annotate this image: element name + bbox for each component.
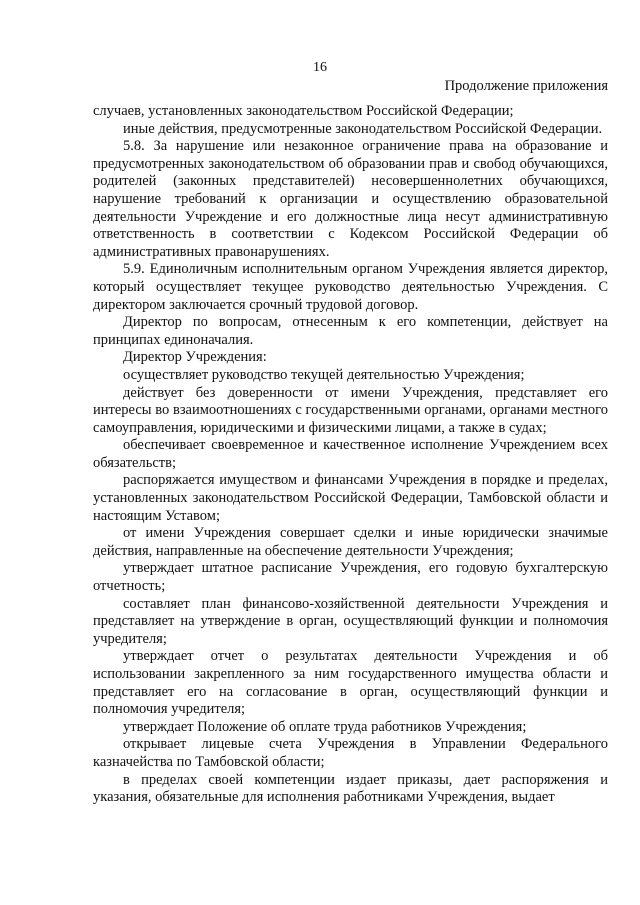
paragraph-11: от имени Учреждения совершает сделки и иные юридически значимые действия, направленные на обеспечение деятельности Учреждения; <box>93 525 608 559</box>
paragraph-1: случаев, установленных законодательством Российской Федерации; <box>93 103 514 119</box>
paragraph-15: утверждает Положение об оплате труда работников Учреждения; <box>123 718 527 735</box>
paragraph-13: составляет план финансово-хозяйственной деятельности Учреждения и представляет на утверждение в орган, осуществляющий функции и полномочия учредителя; <box>93 595 608 647</box>
paragraph-2: иные действия, предусмотренные законодательством Российской Федерации. <box>123 120 603 137</box>
document-body <box>93 103 608 807</box>
paragraph-director-heading: Директор Учреждения: <box>123 349 267 366</box>
paragraph-clause-5-9: 5.9. Единоличным исполнительным органом Учреждения является директор, который осуществляет текущее руководство деятельностью Учреждения. С директором заключается срочный трудовой договор. <box>93 261 608 313</box>
paragraph-clause-5-8: 5.8. За нарушение или незаконное ограничение права на образование и предусмотренных законодательством об образовании прав и свобод обучающихся, родителей (законных представителей) несовершеннолетних обучающихся, нарушение требований к организации и осуществлению образовательной деятельности Учреждение и его должностные лица несут административную ответственность в соответствии с Кодексом Российской Федерации об административных правонарушениях. <box>93 138 608 260</box>
paragraph-16: открывает лицевые счета Учреждения в Управлении Федерального казначейства по Тамбовской области; <box>93 736 608 770</box>
paragraph-14: утверждает отчет о результатах деятельности Учреждения и об использовании закрепленного за ним государственного имущества области и представляет его на согласование в орган, осуществляющий функции и полномочия учредителя; <box>93 648 608 718</box>
paragraph-10: распоряжается имуществом и финансами Учреждения в порядке и пределах, установленных законодательством Российской Федерации, Тамбовской области и настоящим Уставом; <box>93 472 608 524</box>
paragraph-17: в пределах своей компетенции издает приказы, дает распоряжения и указания, обязательные для исполнения работниками Учреждения, выдает <box>93 771 608 806</box>
paragraph-5: Директор по вопросам, отнесенным к его компетенции, действует на принципах единоначалия. <box>93 314 608 348</box>
appendix-continuation-note: Продолжение приложения <box>444 78 608 94</box>
paragraph-7: осуществляет руководство текущей деятельностью Учреждения; <box>123 366 525 383</box>
paragraph-8: действует без доверенности от имени Учреждения, представляет его интересы во взаимоотношениях с государственными органами, органами местного самоуправления, юридическими и физическими лицами, а также в судах; <box>93 384 608 436</box>
page-number: 16 <box>313 60 327 75</box>
paragraph-9: обеспечивает своевременное и качественное исполнение Учреждением всех обязательств; <box>93 437 608 471</box>
paragraph-12: утверждает штатное расписание Учреждения, его годовую бухгалтерскую отчетность; <box>93 560 608 595</box>
